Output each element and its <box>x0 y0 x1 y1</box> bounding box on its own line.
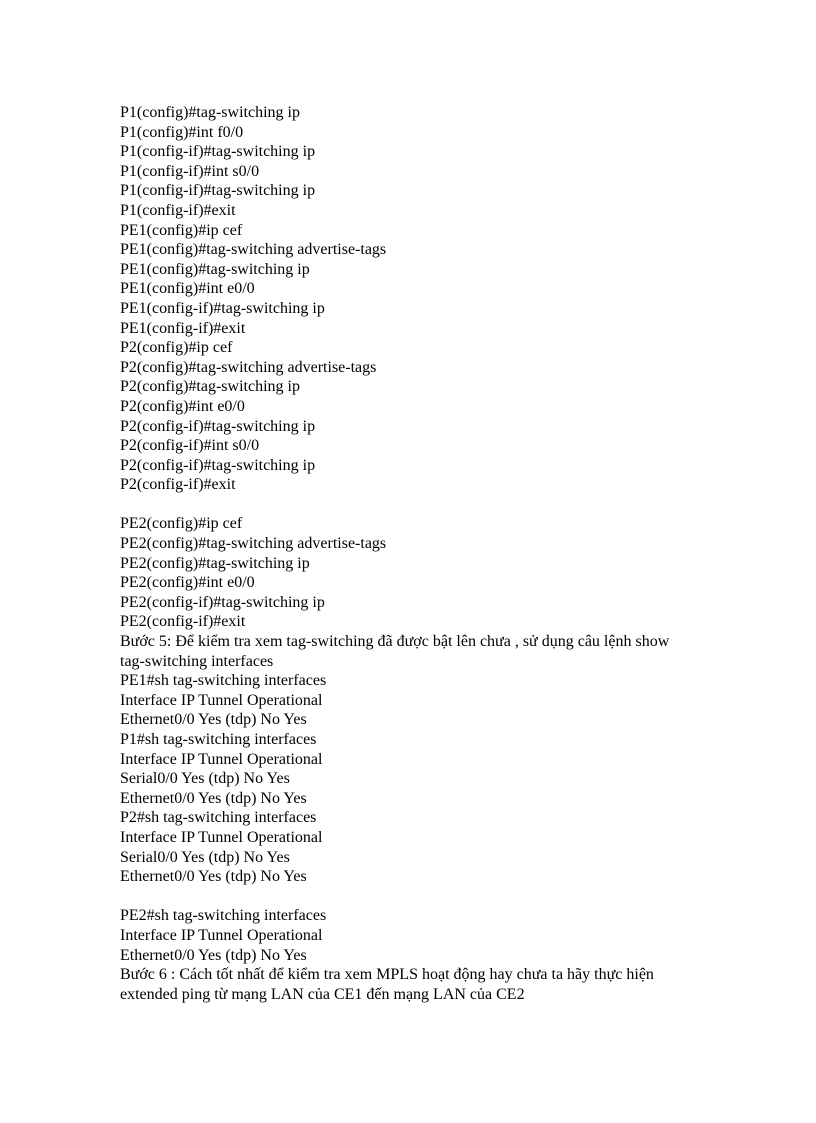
text-line: P2(config)#tag-switching advertise-tags <box>120 358 377 376</box>
text-line: P1(config)#tag-switching ip <box>120 104 300 121</box>
text-line: P1(config-if)#tag-switching ip <box>120 182 316 200</box>
text-line: Serial0/0 Yes (tdp) No Yes <box>120 848 290 866</box>
text-line: P2(config)#int e0/0 <box>120 397 245 415</box>
text-line: P1#sh tag-switching interfaces <box>120 731 317 748</box>
text-line: Interface IP Tunnel Operational <box>120 750 323 768</box>
step-5-heading: Bước 5: Để kiểm tra xem tag-switching đã được bật lên chưa , sử dụng câu lệnh show <box>120 633 670 651</box>
document-body <box>120 103 710 1004</box>
text-line: P2#sh tag-switching interfaces <box>120 809 317 827</box>
text-line: P1(config-if)#exit <box>120 201 236 219</box>
text-line: Ethernet0/0 Yes (tdp) No Yes <box>120 946 307 964</box>
text-line: P1(config-if)#tag-switching ip <box>120 143 316 161</box>
text-line: PE2(config)#tag-switching advertise-tags <box>120 535 387 553</box>
text-line: PE2(config)#ip cef <box>120 515 243 533</box>
step-6-heading: Bước 6 : Cách tốt nhất để kiểm tra xem MPLS hoạt động hay chưa ta hãy thực hiện <box>120 966 654 984</box>
text-line: P2(config-if)#tag-switching ip <box>120 456 316 474</box>
config-block-3 <box>120 906 710 1004</box>
text-line: PE1(config-if)#exit <box>120 319 246 337</box>
text-line: PE1(config)#ip cef <box>120 221 243 239</box>
text-line: P2(config-if)#exit <box>120 476 236 494</box>
text-line: PE1(config)#tag-switching advertise-tags <box>120 241 387 259</box>
text-line: Serial0/0 Yes (tdp) No Yes <box>120 770 290 788</box>
text-line: PE2#sh tag-switching interfaces <box>120 907 327 925</box>
text-line: PE1(config)#tag-switching ip <box>120 260 310 278</box>
text-line: P2(config)#tag-switching ip <box>120 378 300 396</box>
text-line: Interface IP Tunnel Operational <box>120 828 323 846</box>
blank-line <box>120 887 710 907</box>
text-line: Ethernet0/0 Yes (tdp) No Yes <box>120 711 307 729</box>
config-block-2 <box>120 514 710 886</box>
text-line: P1(config)#int f0/0 <box>120 123 244 141</box>
config-block-1 <box>120 103 710 495</box>
text-line: P2(config-if)#int s0/0 <box>120 437 260 455</box>
text-line: PE2(config)#tag-switching ip <box>120 554 310 572</box>
text-line: Interface IP Tunnel Operational <box>120 691 323 709</box>
text-line: Ethernet0/0 Yes (tdp) No Yes <box>120 868 307 886</box>
blank-line <box>120 495 710 515</box>
text-line: PE2(config-if)#tag-switching ip <box>120 593 325 611</box>
text-line: P2(config-if)#tag-switching ip <box>120 417 316 435</box>
text-line: P2(config)#ip cef <box>120 339 233 357</box>
text-line: PE1#sh tag-switching interfaces <box>120 672 327 690</box>
text-line: PE1(config)#int e0/0 <box>120 280 255 298</box>
text-line: PE1(config-if)#tag-switching ip <box>120 299 325 317</box>
text-line: Interface IP Tunnel Operational <box>120 926 323 944</box>
step-5-heading-cont: tag-switching interfaces <box>120 652 274 670</box>
step-6-heading-cont: extended ping từ mạng LAN của CE1 đến mạng LAN của CE2 <box>120 985 525 1003</box>
text-line: PE2(config)#int e0/0 <box>120 574 255 592</box>
text-line: P1(config-if)#int s0/0 <box>120 162 260 180</box>
text-line: PE2(config-if)#exit <box>120 613 246 631</box>
text-line: Ethernet0/0 Yes (tdp) No Yes <box>120 789 307 807</box>
